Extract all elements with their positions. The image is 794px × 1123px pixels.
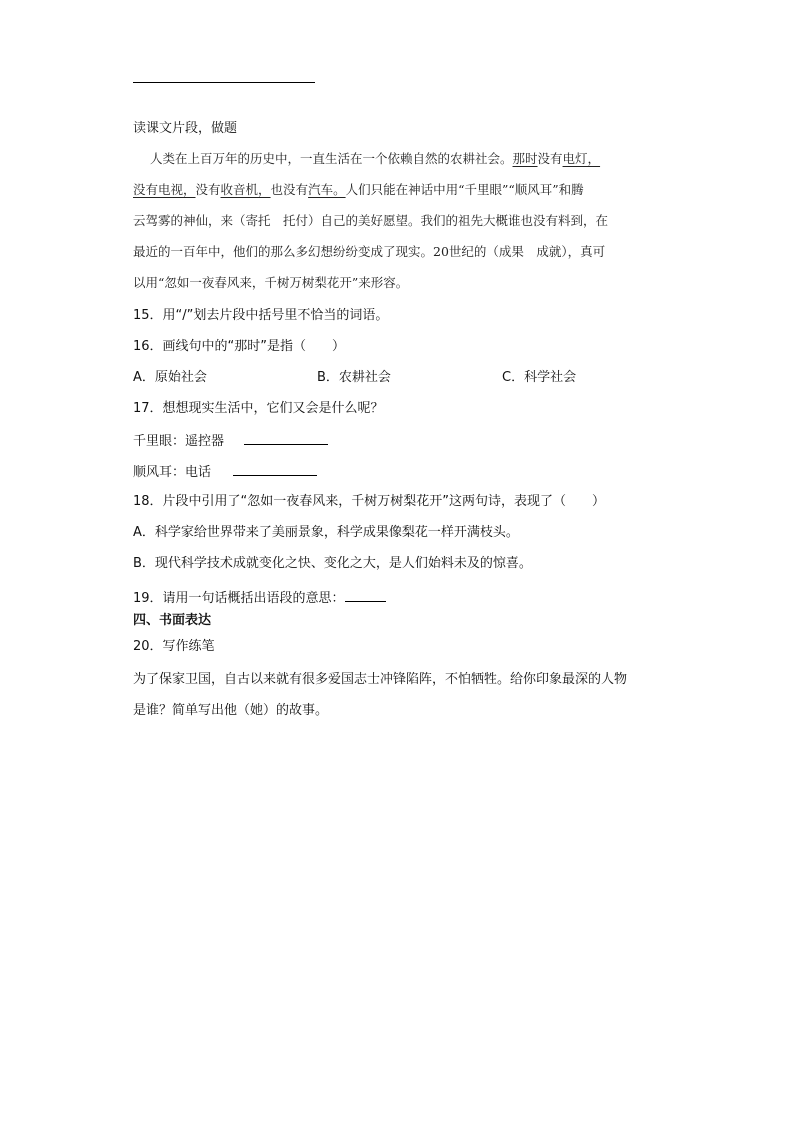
option-a[interactable]: A．原始社会 (133, 370, 207, 385)
answer-blank[interactable] (345, 589, 386, 602)
q18-option-b[interactable]: B．现代科学技术成就变化之快、变化之大，是人们始料未及的惊喜。 (133, 556, 532, 571)
question-19 (133, 589, 386, 607)
question-20-line-1: 为了保家卫国，自古以来就有很多爱国志士冲锋陷阵，不怕牺牲。给你印象最深的人物 (133, 672, 628, 687)
question-19-stem: 19．请用一句话概括出语段的意思： (133, 591, 345, 606)
intro-text: 读课文片段，做题 (133, 121, 238, 136)
q17-item-2 (133, 463, 317, 481)
underlined-phrase: 电灯， (562, 151, 601, 166)
question-16-stem: 16．画线句中的“那时”是指（ ） (133, 339, 346, 354)
passage-line-1 (150, 151, 600, 167)
q18-option-a[interactable]: A．科学家给世界带来了美丽景象，科学成果像梨花一样开满枝头。 (133, 525, 519, 540)
passage-text: 人们只能在神话中用“千里眼”“顺风耳”和腾 (345, 182, 584, 197)
underlined-phrase: 那时 (512, 151, 538, 166)
q17-item-1-label: 千里眼：遥控器 (133, 434, 225, 449)
option-c[interactable]: C．科学社会 (502, 370, 577, 385)
passage-line-4: 最近的一百年中，他们的那么多幻想纷纷变成了现实。20世纪的（成果 成就），真可 (133, 244, 606, 259)
question-20-line-2: 是谁？简单写出他（她）的故事。 (133, 703, 329, 718)
option-b[interactable]: B．农耕社会 (317, 370, 391, 385)
q17-item-1 (133, 432, 328, 450)
passage-text: 没有 (195, 182, 221, 197)
question-15: 15．用“/”划去片段中括号里不恰当的词语。 (133, 308, 389, 323)
underlined-phrase: 收音机， (220, 182, 271, 197)
question-18-stem: 18．片段中引用了“忽如一夜春风来，千树万树梨花开”这两句诗，表现了（ ） (133, 494, 606, 509)
passage-text: 人类在上百万年的历史中，一直生活在一个依赖自然的农耕社会。 (150, 151, 513, 166)
passage-text: 没有 (537, 151, 563, 166)
q17-item-2-label: 顺风耳：电话 (133, 465, 212, 480)
answer-blank[interactable] (244, 432, 328, 445)
underlined-phrase: 汽车。 (308, 182, 346, 197)
passage-line-3: 云驾雾的神仙，来（寄托 托付）自己的美好愿望。我们的祖先大概谁也没有料到，在 (133, 213, 609, 228)
section-heading: 四、书面表达 (133, 613, 212, 628)
question-20-title: 20．写作练笔 (133, 639, 215, 654)
passage-text: 也没有 (270, 182, 309, 197)
top-rule (133, 82, 315, 83)
passage-line-2 (133, 182, 584, 198)
underlined-phrase: 没有电视， (133, 182, 196, 197)
question-17-stem: 17．想想现实生活中，它们又会是什么呢？ (133, 401, 384, 416)
passage-line-5: 以用“忽如一夜春风来，千树万树梨花开”来形容。 (133, 275, 409, 290)
answer-blank[interactable] (233, 463, 317, 476)
